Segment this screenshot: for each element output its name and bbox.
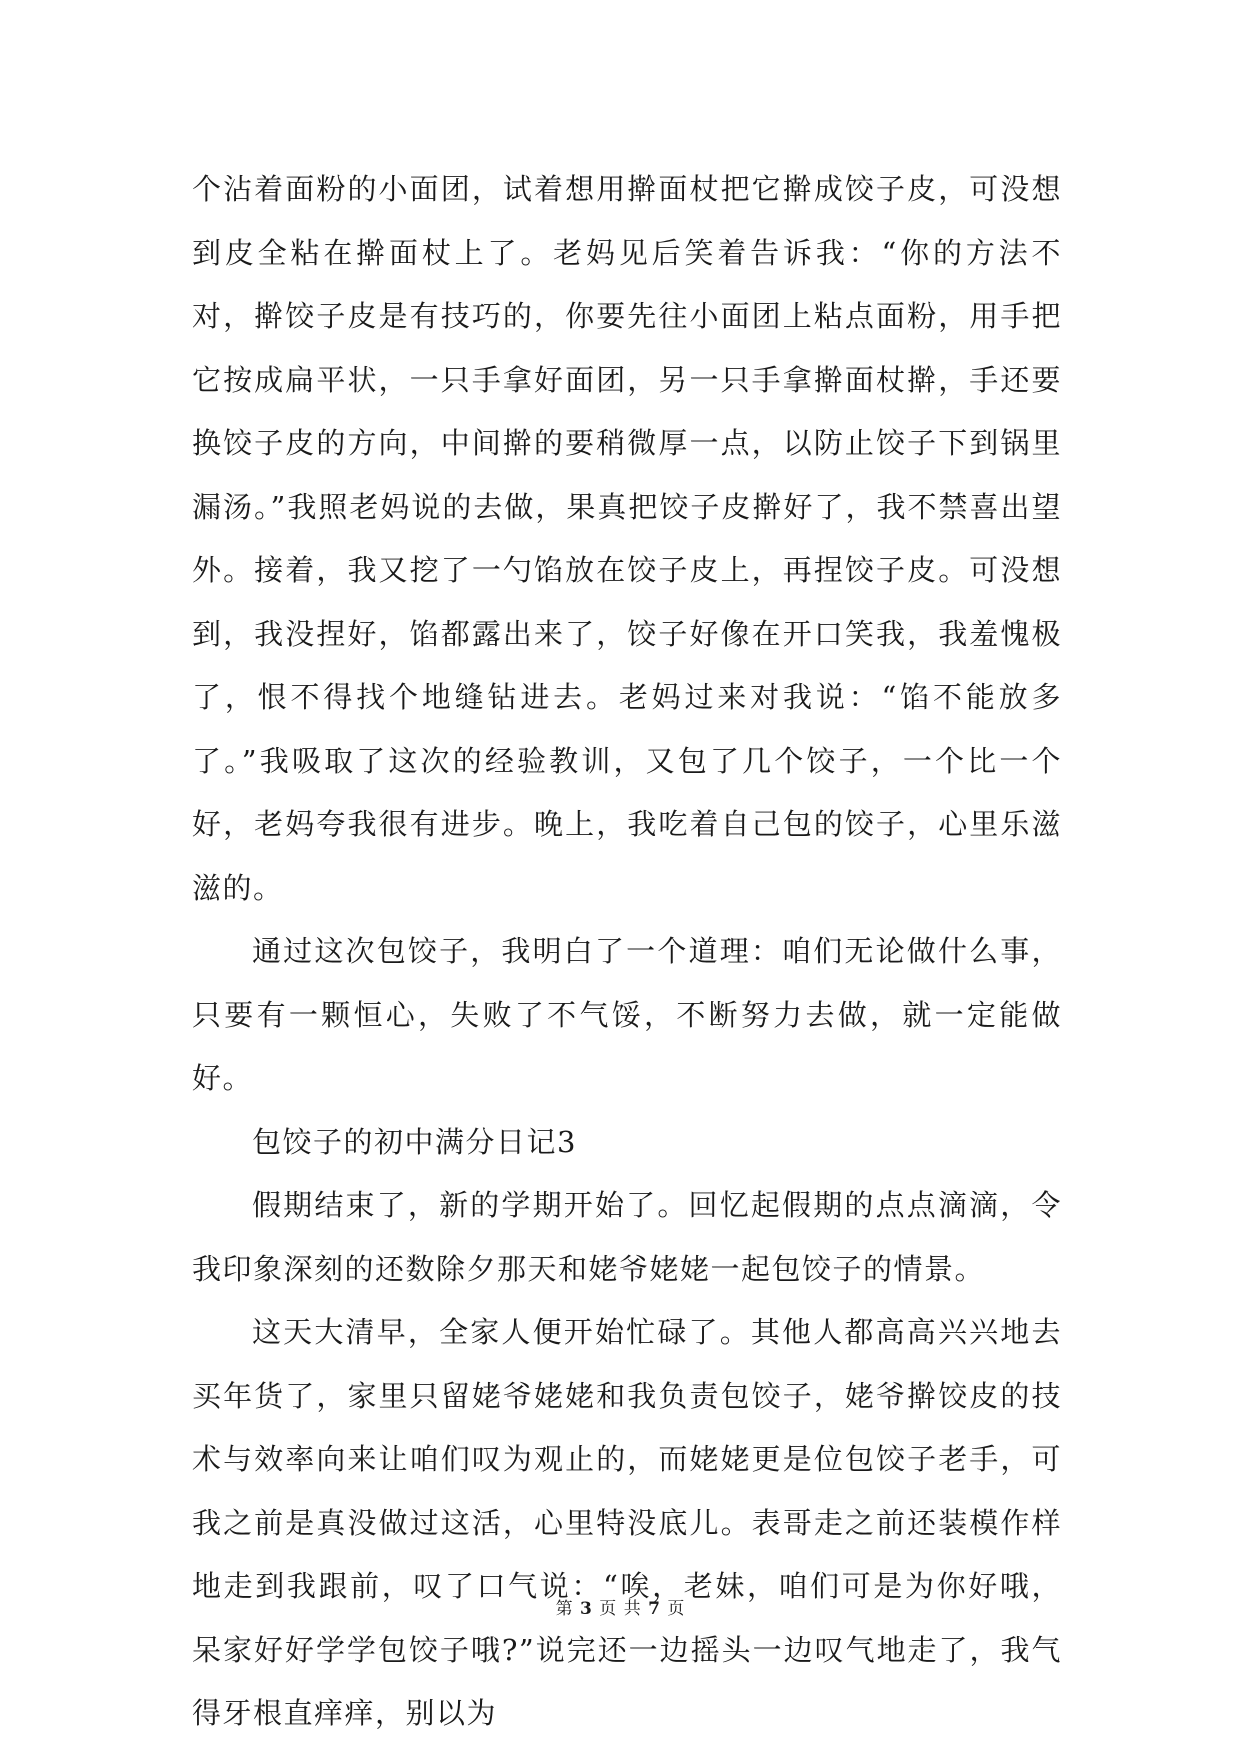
page-footer: [0, 1594, 1241, 1619]
footer-label-page-unit: 页: [599, 1599, 618, 1619]
paragraph: 这天大清早，全家人便开始忙碌了。其他人都高高兴兴地去买年货了，家里只留姥爷姥姥和我负责包饺子，姥爷擀饺皮的技术与效率向来让咱们叹为观止的，而姥姥更是位包饺子老手，可我之前是真没做过这活，心里特没底儿。表哥走之前还装模作样地走到我跟前，叹了口气说：“唉，老妹，咱们可是为你好哦，呆家好好学学包饺子哦?”说完还一边摇头一边叹气地走了，我气得牙根直痒痒，别以为: [192, 1315, 1062, 1730]
document-body: [192, 158, 1062, 1746]
section-heading: 包饺子的初中满分日记3: [252, 1124, 577, 1159]
paragraph: 假期结束了，新的学期开始了。回忆起假期的点点滴滴，令我印象深刻的还数除夕那天和姥爷姥姥一起包饺子的情景。: [192, 1188, 1062, 1286]
total-pages-number: 7: [648, 1599, 661, 1619]
footer-label-total-unit: 页: [667, 1599, 686, 1619]
footer-label-page: 第: [555, 1599, 574, 1619]
current-page-number: 3: [580, 1599, 593, 1619]
footer-label-total: 共: [623, 1599, 642, 1619]
paragraph: 通过这次包饺子，我明白了一个道理：咱们无论做什么事，只要有一颗恒心，失败了不气馁，不断努力去做，就一定能做好。: [192, 934, 1062, 1095]
paragraph: 个沾着面粉的小面团，试着想用擀面杖把它擀成饺子皮，可没想到皮全粘在擀面杖上了。老妈见后笑着告诉我：“你的方法不对，擀饺子皮是有技巧的，你要先往小面团上粘点面粉，用手把它按成扁平状，一只手拿好面团，另一只手拿擀面杖擀，手还要换饺子皮的方向，中间擀的要稍微厚一点，以防止饺子下到锅里漏汤。”我照老妈说的去做，果真把饺子皮擀好了，我不禁喜出望外。接着，我又挖了一勺馅放在饺子皮上，再捏饺子皮。可没想到，我没捏好，馅都露出来了，饺子好像在开口笑我，我羞愧极了，恨不得找个地缝钻进去。老妈过来对我说：“馅不能放多了。”我吸取了这次的经验教训，又包了几个饺子，一个比一个好，老妈夸我很有进步。晚上，我吃着自己包的饺子，心里乐滋滋的。: [192, 172, 1062, 905]
